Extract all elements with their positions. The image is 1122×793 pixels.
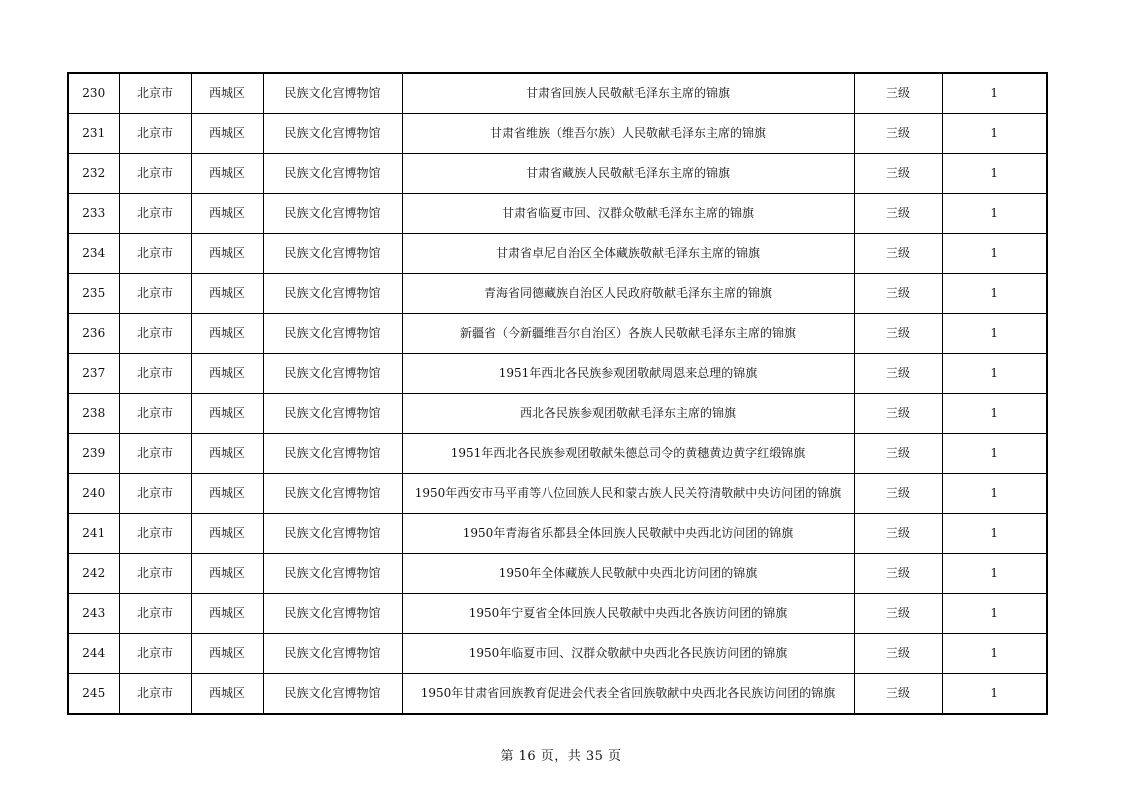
relic-name-cell: 西北各民族参观团敬献毛泽东主席的锦旗 — [402, 394, 854, 434]
serial-number: 238 — [68, 394, 119, 434]
collection-unit-cell: 民族文化宫博物馆 — [263, 594, 402, 634]
relic-name-cell: 1950年宁夏省全体回族人民敬献中央西北各族访问团的锦旗 — [402, 594, 854, 634]
relic-name-cell: 新疆省（今新疆维吾尔自治区）各族人民敬献毛泽东主席的锦旗 — [402, 314, 854, 354]
district-cell: 西城区 — [191, 594, 263, 634]
province-cell: 北京市 — [119, 154, 191, 194]
district-cell: 西城区 — [191, 194, 263, 234]
province-cell: 北京市 — [119, 594, 191, 634]
collection-unit-cell: 民族文化宫博物馆 — [263, 514, 402, 554]
district-cell: 西城区 — [191, 554, 263, 594]
table-row — [68, 674, 1047, 715]
province-cell: 北京市 — [119, 634, 191, 674]
province-cell: 北京市 — [119, 114, 191, 154]
district-cell: 西城区 — [191, 154, 263, 194]
district-cell: 西城区 — [191, 234, 263, 274]
province-cell: 北京市 — [119, 674, 191, 715]
district-cell: 西城区 — [191, 73, 263, 114]
table-row — [68, 474, 1047, 514]
table-row — [68, 234, 1047, 274]
relic-name-cell: 1950年临夏市回、汉群众敬献中央西北各民族访问团的锦旗 — [402, 634, 854, 674]
serial-number: 235 — [68, 274, 119, 314]
relic-name-cell: 1950年全体藏族人民敬献中央西北访问团的锦旗 — [402, 554, 854, 594]
table-row — [68, 274, 1047, 314]
serial-number: 234 — [68, 234, 119, 274]
count-cell: 1 — [942, 474, 1047, 514]
serial-number: 236 — [68, 314, 119, 354]
province-cell: 北京市 — [119, 434, 191, 474]
grade-cell: 三级 — [854, 234, 942, 274]
serial-number: 232 — [68, 154, 119, 194]
province-cell: 北京市 — [119, 73, 191, 114]
serial-number: 233 — [68, 194, 119, 234]
province-cell: 北京市 — [119, 474, 191, 514]
grade-cell: 三级 — [854, 154, 942, 194]
grade-cell: 三级 — [854, 474, 942, 514]
province-cell: 北京市 — [119, 354, 191, 394]
collection-unit-cell: 民族文化宫博物馆 — [263, 634, 402, 674]
province-cell: 北京市 — [119, 514, 191, 554]
table-row — [68, 354, 1047, 394]
count-cell: 1 — [942, 274, 1047, 314]
table-row — [68, 514, 1047, 554]
collection-unit-cell: 民族文化宫博物馆 — [263, 114, 402, 154]
count-cell: 1 — [942, 674, 1047, 715]
district-cell: 西城区 — [191, 634, 263, 674]
count-cell: 1 — [942, 394, 1047, 434]
table-row — [68, 73, 1047, 114]
table-row — [68, 194, 1047, 234]
collection-unit-cell: 民族文化宫博物馆 — [263, 474, 402, 514]
grade-cell: 三级 — [854, 674, 942, 715]
grade-cell: 三级 — [854, 434, 942, 474]
serial-number: 237 — [68, 354, 119, 394]
count-cell: 1 — [942, 194, 1047, 234]
relic-name-cell: 1950年青海省乐都县全体回族人民敬献中央西北访问团的锦旗 — [402, 514, 854, 554]
serial-number: 245 — [68, 674, 119, 715]
collection-unit-cell: 民族文化宫博物馆 — [263, 434, 402, 474]
table-row — [68, 314, 1047, 354]
relic-name-cell: 甘肃省卓尼自治区全体藏族敬献毛泽东主席的锦旗 — [402, 234, 854, 274]
collection-unit-cell: 民族文化宫博物馆 — [263, 314, 402, 354]
records-table — [67, 72, 1048, 715]
collection-unit-cell: 民族文化宫博物馆 — [263, 154, 402, 194]
province-cell: 北京市 — [119, 314, 191, 354]
province-cell: 北京市 — [119, 554, 191, 594]
grade-cell: 三级 — [854, 73, 942, 114]
grade-cell: 三级 — [854, 514, 942, 554]
collection-unit-cell: 民族文化宫博物馆 — [263, 674, 402, 715]
district-cell: 西城区 — [191, 674, 263, 715]
collection-unit-cell: 民族文化宫博物馆 — [263, 354, 402, 394]
province-cell: 北京市 — [119, 194, 191, 234]
district-cell: 西城区 — [191, 274, 263, 314]
count-cell: 1 — [942, 114, 1047, 154]
relic-name-cell: 甘肃省回族人民敬献毛泽东主席的锦旗 — [402, 73, 854, 114]
count-cell: 1 — [942, 434, 1047, 474]
table-row — [68, 434, 1047, 474]
province-cell: 北京市 — [119, 394, 191, 434]
count-cell: 1 — [942, 514, 1047, 554]
grade-cell: 三级 — [854, 114, 942, 154]
serial-number: 244 — [68, 634, 119, 674]
count-cell: 1 — [942, 314, 1047, 354]
table-row — [68, 634, 1047, 674]
table-row — [68, 594, 1047, 634]
grade-cell: 三级 — [854, 634, 942, 674]
grade-cell: 三级 — [854, 394, 942, 434]
count-cell: 1 — [942, 554, 1047, 594]
district-cell: 西城区 — [191, 314, 263, 354]
count-cell: 1 — [942, 73, 1047, 114]
grade-cell: 三级 — [854, 354, 942, 394]
table-row — [68, 554, 1047, 594]
relic-name-cell: 1951年西北各民族参观团敬献周恩来总理的锦旗 — [402, 354, 854, 394]
collection-unit-cell: 民族文化宫博物馆 — [263, 554, 402, 594]
count-cell: 1 — [942, 594, 1047, 634]
count-cell: 1 — [942, 354, 1047, 394]
collection-unit-cell: 民族文化宫博物馆 — [263, 274, 402, 314]
serial-number: 240 — [68, 474, 119, 514]
serial-number: 239 — [68, 434, 119, 474]
district-cell: 西城区 — [191, 514, 263, 554]
grade-cell: 三级 — [854, 194, 942, 234]
grade-cell: 三级 — [854, 594, 942, 634]
count-cell: 1 — [942, 234, 1047, 274]
serial-number: 231 — [68, 114, 119, 154]
district-cell: 西城区 — [191, 394, 263, 434]
grade-cell: 三级 — [854, 274, 942, 314]
province-cell: 北京市 — [119, 234, 191, 274]
district-cell: 西城区 — [191, 354, 263, 394]
grade-cell: 三级 — [854, 554, 942, 594]
serial-number: 243 — [68, 594, 119, 634]
relic-name-cell: 1950年甘肃省回族教育促进会代表全省回族敬献中央西北各民族访问团的锦旗 — [402, 674, 854, 715]
table-row — [68, 114, 1047, 154]
province-cell: 北京市 — [119, 274, 191, 314]
relic-name-cell: 1950年西安市马平甫等八位回族人民和蒙古族人民关符清敬献中央访问团的锦旗 — [402, 474, 854, 514]
serial-number: 230 — [68, 73, 119, 114]
relic-name-cell: 甘肃省临夏市回、汉群众敬献毛泽东主席的锦旗 — [402, 194, 854, 234]
table-row — [68, 154, 1047, 194]
collection-unit-cell: 民族文化宫博物馆 — [263, 394, 402, 434]
collection-unit-cell: 民族文化宫博物馆 — [263, 234, 402, 274]
serial-number: 242 — [68, 554, 119, 594]
relic-name-cell: 青海省同德藏族自治区人民政府敬献毛泽东主席的锦旗 — [402, 274, 854, 314]
grade-cell: 三级 — [854, 314, 942, 354]
collection-unit-cell: 民族文化宫博物馆 — [263, 194, 402, 234]
record-sheet — [67, 72, 1046, 715]
district-cell: 西城区 — [191, 114, 263, 154]
district-cell: 西城区 — [191, 434, 263, 474]
count-cell: 1 — [942, 154, 1047, 194]
relic-name-cell: 1951年西北各民族参观团敬献朱德总司令的黄穗黄边黄字红缎锦旗 — [402, 434, 854, 474]
serial-number: 241 — [68, 514, 119, 554]
table-row — [68, 394, 1047, 434]
relic-name-cell: 甘肃省藏族人民敬献毛泽东主席的锦旗 — [402, 154, 854, 194]
page-footer: 第 16 页，共 35 页 — [500, 749, 622, 764]
relic-name-cell: 甘肃省维族（维吾尔族）人民敬献毛泽东主席的锦旗 — [402, 114, 854, 154]
count-cell: 1 — [942, 634, 1047, 674]
district-cell: 西城区 — [191, 474, 263, 514]
collection-unit-cell: 民族文化宫博物馆 — [263, 73, 402, 114]
